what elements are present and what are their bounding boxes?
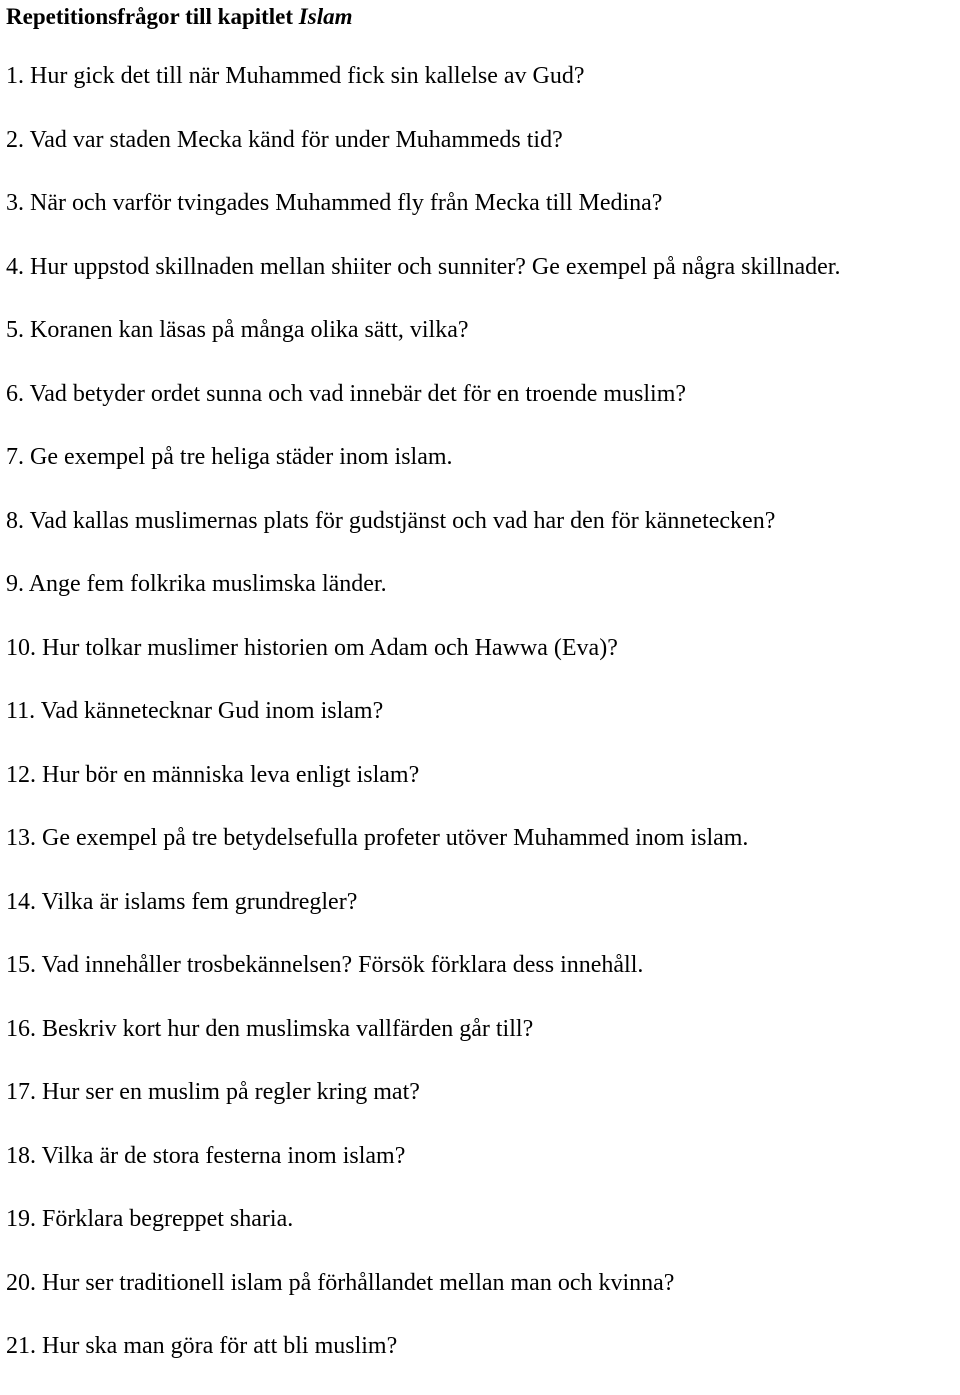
question-text: Vad var staden Mecka känd för under Muhammeds tid? xyxy=(29,126,563,153)
title-prefix: Repetitionsfrågor till kapitlet xyxy=(6,4,299,29)
question-item xyxy=(6,1014,840,1078)
question-text: Vad betyder ordet sunna och vad innebär det för en troende muslim? xyxy=(29,380,687,407)
question-text: Koranen kan läsas på många olika sätt, vilka? xyxy=(30,317,469,343)
question-text: Ge exempel på tre heliga städer inom islam. xyxy=(30,444,453,470)
question-text: Vilka är de stora festerna inom islam? xyxy=(41,1142,406,1169)
question-number: 21. xyxy=(6,1333,36,1359)
question-item xyxy=(6,1204,840,1268)
question-item xyxy=(6,315,840,379)
question-number: 20. xyxy=(6,1269,36,1296)
question-item xyxy=(6,633,840,697)
question-number: 14. xyxy=(6,888,36,915)
question-text: Vad innehåller trosbekännelsen? Försök förklara dess innehåll. xyxy=(41,952,644,978)
question-number: 13. xyxy=(6,825,36,851)
question-item xyxy=(6,506,840,570)
question-item xyxy=(6,950,840,1014)
question-text: Hur tolkar muslimer historien om Adam och Hawwa (Eva)? xyxy=(42,634,618,661)
question-number: 10. xyxy=(6,634,36,661)
question-number: 18. xyxy=(6,1142,36,1169)
question-item xyxy=(6,188,840,252)
question-number: 12. xyxy=(6,761,36,788)
question-text: När och varför tvingades Muhammed fly från Mecka till Medina? xyxy=(30,190,663,216)
question-text: Hur ser traditionell islam på förhållandet mellan man och kvinna? xyxy=(42,1269,675,1296)
question-text: Ge exempel på tre betydelsefulla profeter utöver Muhammed inom islam. xyxy=(42,825,749,851)
question-item xyxy=(6,125,840,189)
question-text: Hur ser en muslim på regler kring mat? xyxy=(42,1079,420,1105)
question-item xyxy=(6,1141,840,1205)
question-number: 16. xyxy=(6,1015,36,1042)
question-number: 9. xyxy=(6,571,24,597)
question-item xyxy=(6,887,840,951)
question-item xyxy=(6,1077,840,1141)
question-list xyxy=(6,61,840,1395)
question-item xyxy=(6,379,840,443)
question-item xyxy=(6,252,840,316)
question-number: 1. xyxy=(6,63,24,89)
question-text: Vilka är islams fem grundregler? xyxy=(41,888,358,915)
question-number: 5. xyxy=(6,317,24,343)
question-text: Hur bör en människa leva enligt islam? xyxy=(42,761,420,788)
title-subject: Islam xyxy=(298,4,353,29)
question-text: Hur ska man göra för att bli muslim? xyxy=(42,1333,398,1359)
question-text: Hur gick det till när Muhammed fick sin kallelse av Gud? xyxy=(30,63,585,89)
question-item xyxy=(6,1331,840,1395)
question-number: 11. xyxy=(6,698,36,724)
question-number: 7. xyxy=(6,444,24,470)
question-item xyxy=(6,1268,840,1332)
question-item xyxy=(6,760,840,824)
question-item xyxy=(6,569,840,633)
question-number: 15. xyxy=(6,952,36,978)
question-number: 4. xyxy=(6,253,24,280)
question-number: 17. xyxy=(6,1079,36,1105)
question-item xyxy=(6,442,840,506)
question-item xyxy=(6,696,840,760)
document-title xyxy=(6,2,352,32)
question-text: Förklara begreppet sharia. xyxy=(42,1206,294,1232)
question-text: Ange fem folkrika muslimska länder. xyxy=(28,571,387,597)
question-number: 8. xyxy=(6,507,24,534)
question-number: 3. xyxy=(6,190,24,216)
question-number: 2. xyxy=(6,126,24,153)
question-text: Vad kännetecknar Gud inom islam? xyxy=(40,698,384,724)
question-text: Beskriv kort hur den muslimska vallfärden går till? xyxy=(42,1015,534,1042)
question-item xyxy=(6,823,840,887)
question-item xyxy=(6,61,840,125)
question-text: Vad kallas muslimernas plats för gudstjänst och vad har den för kännetecken? xyxy=(29,507,776,534)
question-number: 6. xyxy=(6,380,24,407)
question-number: 19. xyxy=(6,1206,36,1232)
question-text: Hur uppstod skillnaden mellan shiiter och sunniter? Ge exempel på några skillnader. xyxy=(30,253,841,280)
